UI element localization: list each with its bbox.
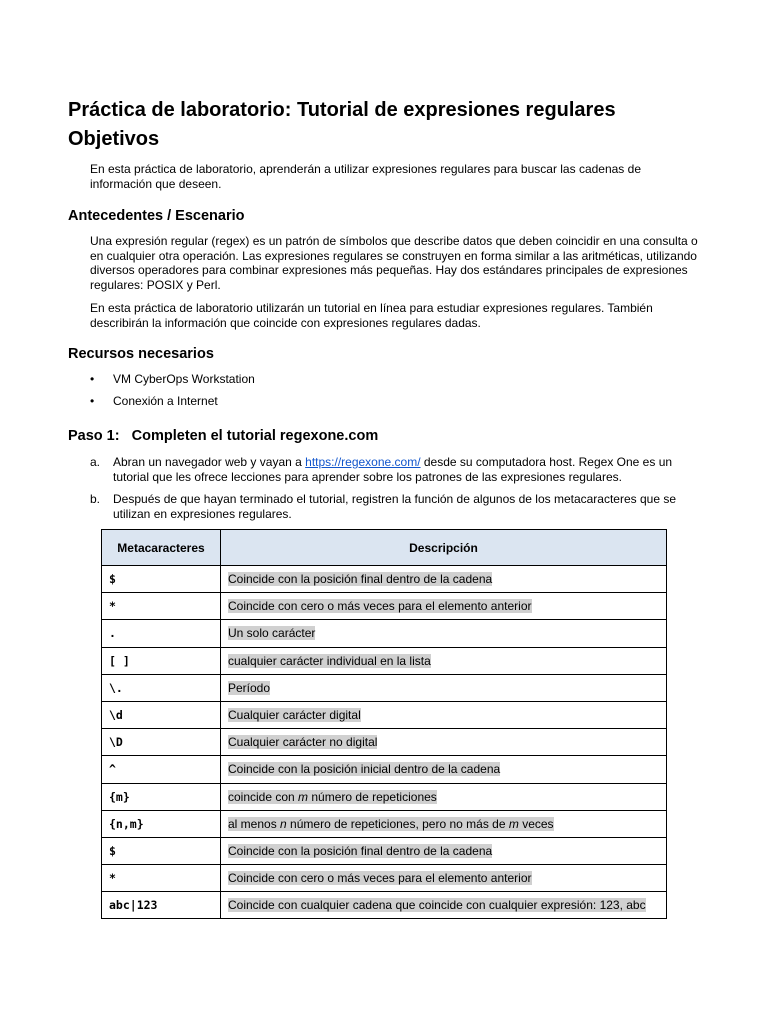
- metacharacter-cell: $: [102, 566, 221, 593]
- metacharacter-cell: {n,m}: [102, 810, 221, 837]
- description-cell: [221, 729, 667, 756]
- description-text: número de repeticiones: [308, 789, 437, 804]
- metacharacter-cell: $: [102, 837, 221, 864]
- description-cell: [221, 701, 667, 728]
- table-row: [102, 620, 667, 647]
- step-a-text-after: desde su computadora host. Regex One es un tutorial que les ofrece lecciones para aprender sobre los patrones de las expresiones regulares.: [113, 455, 673, 484]
- description-text: veces: [518, 816, 554, 831]
- table-row: [102, 701, 667, 728]
- description-text: número de repeticiones, pero no más de: [286, 816, 509, 831]
- step-a-label: a.: [90, 455, 101, 469]
- metacharacter-cell: ^: [102, 756, 221, 783]
- description-cell: [221, 593, 667, 620]
- regexone-link[interactable]: https://regexone.com/: [305, 455, 421, 469]
- step1-heading: Paso 1: Completen el tutorial regexone.com: [68, 428, 379, 444]
- description-cell: [221, 566, 667, 593]
- background-heading: Antecedentes / Escenario: [68, 208, 245, 224]
- table-row: [102, 837, 667, 864]
- metacharacter-cell: {m}: [102, 783, 221, 810]
- resource-item: [90, 394, 218, 408]
- description-cell: [221, 756, 667, 783]
- table-row: [102, 865, 667, 892]
- description-text: al menos: [228, 816, 281, 831]
- highlighted-description: Coincide con la posición final dentro de la cadena: [228, 843, 493, 858]
- highlighted-description: [228, 790, 437, 804]
- highlighted-description: Coincide con cualquier cadena que coincide con cualquier expresión: 123, abc: [228, 898, 646, 913]
- bullet-icon: •: [90, 372, 95, 386]
- metacharacter-cell: abc|123: [102, 892, 221, 919]
- page-title: Práctica de laboratorio: Tutorial de expresiones regulares: [68, 99, 616, 121]
- description-cell: [221, 647, 667, 674]
- italic-variable: m: [298, 789, 309, 804]
- description-cell: [221, 674, 667, 701]
- table-row: [102, 566, 667, 593]
- step-b-text: Después de que hayan terminado el tutorial, registren la función de algunos de los metacaracteres que se utilizan en expresiones regulares.: [113, 492, 677, 521]
- highlighted-description: Un solo carácter: [228, 626, 316, 641]
- highlighted-description: [228, 817, 554, 831]
- table-row: [102, 729, 667, 756]
- table-row: [102, 647, 667, 674]
- resource-label: Conexión a Internet: [113, 394, 218, 408]
- highlighted-description: Coincide con cero o más veces para el elemento anterior: [228, 599, 532, 614]
- highlighted-description: Período: [228, 680, 271, 695]
- italic-variable: m: [508, 816, 519, 831]
- metacharacter-cell: .: [102, 620, 221, 647]
- table-row: [102, 593, 667, 620]
- italic-variable: n: [280, 816, 287, 831]
- step-a: [90, 455, 702, 484]
- table-row: [102, 892, 667, 919]
- table-row: [102, 783, 667, 810]
- highlighted-description: Coincide con cero o más veces para el elemento anterior: [228, 871, 532, 886]
- objectives-heading: Objetivos: [68, 128, 160, 150]
- table-row: [102, 810, 667, 837]
- highlighted-description: Coincide con la posición final dentro de la cadena: [228, 572, 493, 587]
- description-cell: [221, 620, 667, 647]
- step-b-label: b.: [90, 492, 101, 506]
- background-paragraph-2: En esta práctica de laboratorio utilizarán un tutorial en línea para estudiar expresiones regulares. También describirán la información que coincide con expresiones regulares dadas.: [90, 301, 653, 330]
- step-a-text: [113, 455, 702, 484]
- highlighted-description: cualquier carácter individual en la lista: [228, 653, 431, 668]
- metacharacter-cell: \.: [102, 674, 221, 701]
- metacharacter-cell: \d: [102, 701, 221, 728]
- step-a-text-before: Abran un navegador web y vayan a: [113, 455, 306, 469]
- resources-heading: Recursos necesarios: [68, 346, 214, 362]
- description-cell: [221, 892, 667, 919]
- description-cell: [221, 810, 667, 837]
- highlighted-description: Cualquier carácter digital: [228, 708, 361, 723]
- column-header-metacharacters: Metacaracteres: [102, 530, 221, 566]
- description-cell: [221, 837, 667, 864]
- resource-label: VM CyberOps Workstation: [113, 372, 255, 386]
- table-row: [102, 674, 667, 701]
- table-body: [102, 566, 667, 919]
- description-cell: [221, 783, 667, 810]
- resource-item: [90, 372, 255, 386]
- table-row: [102, 756, 667, 783]
- metacharacters-table: [101, 529, 667, 919]
- description-text: coincide con: [228, 789, 299, 804]
- objectives-text: En esta práctica de laboratorio, aprenderán a utilizar expresiones regulares para buscar las cadenas de información que deseen.: [90, 162, 641, 191]
- highlighted-description: Coincide con la posición inicial dentro de la cadena: [228, 762, 501, 777]
- metacharacter-cell: [ ]: [102, 647, 221, 674]
- metacharacter-cell: \D: [102, 729, 221, 756]
- column-header-description: Descripción: [221, 530, 667, 566]
- metacharacter-cell: *: [102, 593, 221, 620]
- bullet-icon: •: [90, 394, 95, 408]
- table-header-row: [102, 530, 667, 566]
- metacharacter-cell: *: [102, 865, 221, 892]
- background-paragraph-1: Una expresión regular (regex) es un patrón de símbolos que describe datos que deben coincidir en una consulta o en cualquier otra operación. Las expresiones regulares se construyen en forma similar a las aritméticas, utilizando diversos operadores para combinar expresiones más pequeñas. Hay dos estándares principales de expresiones regulares: POSIX y Perl.: [90, 234, 698, 292]
- highlighted-description: Cualquier carácter no digital: [228, 735, 378, 750]
- step-b: [90, 492, 702, 521]
- description-cell: [221, 865, 667, 892]
